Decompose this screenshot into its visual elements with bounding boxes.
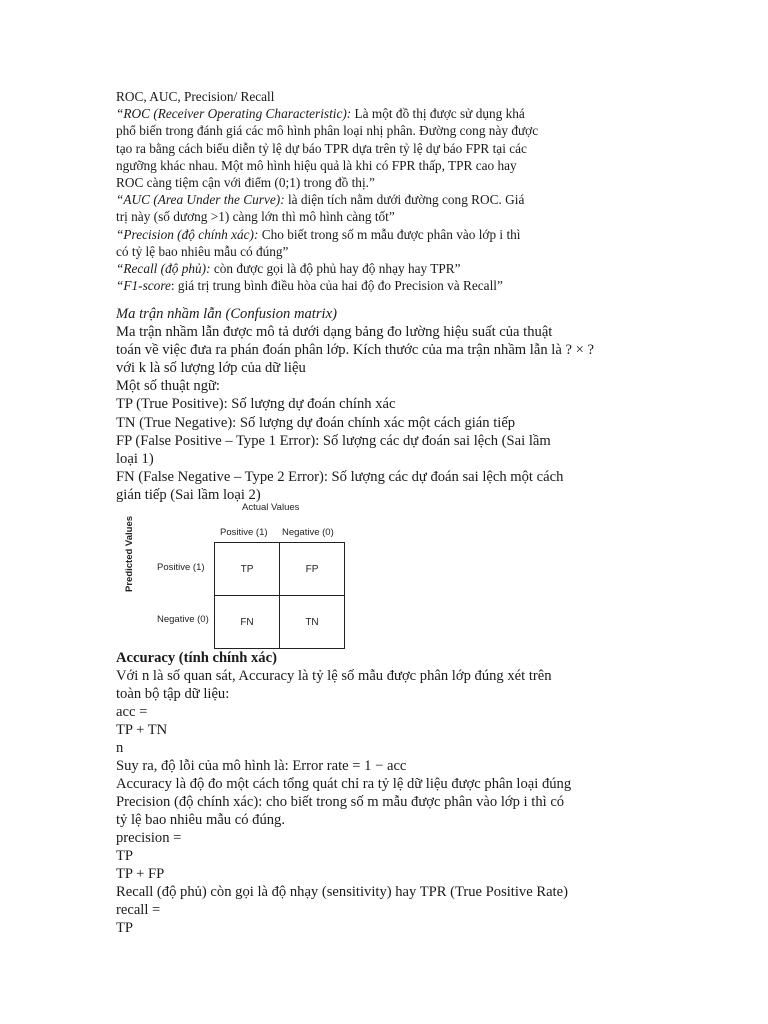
row-header-negative: Negative (0): [157, 614, 209, 625]
auc-term: “AUC (Area Under the Curve):: [116, 192, 285, 208]
predicted-values-label: Predicted Values: [124, 515, 135, 592]
cell-tp: TP: [215, 543, 280, 596]
col-header-positive: Positive (1): [220, 527, 268, 538]
text-line: FP (False Positive – Type 1 Error): Số lượng các dự đoán sai lệch (Sai lầm: [116, 432, 551, 449]
recall-term: “Recall (độ phủ):: [116, 261, 211, 277]
text-line: toán về việc đưa ra phán đoán phân lớp. Kích thước của ma trận nhầm lẫn là ? × ?: [116, 342, 594, 359]
formula-line: TP: [116, 920, 134, 936]
text-line: trị này (số dương >1) càng lớn thì mô hình càng tốt”: [116, 209, 395, 225]
cell-tn: TN: [280, 596, 345, 649]
text-line: ROC càng tiệm cận với điểm (0;1) trong đồ thị.”: [116, 175, 375, 191]
text-line: TN (True Negative): Số lượng dự đoán chính xác một cách gián tiếp: [116, 414, 516, 431]
section-title: ROC, AUC, Precision/ Recall: [116, 89, 275, 104]
precision-term: “Precision (độ chính xác):: [116, 226, 259, 242]
cell-fp: FP: [280, 543, 345, 596]
text-line: với k là số lượng lớp của dữ liệu: [116, 360, 306, 377]
formula-line: acc =: [116, 704, 148, 720]
formula-line: TP: [116, 848, 134, 864]
f1-term: “F1-score: [116, 278, 171, 294]
text-line: Một số thuật ngữ:: [116, 378, 220, 395]
text-line: loại 1): [116, 450, 154, 467]
recall-definition: “Recall (độ phủ): còn được gọi là độ phủ hay độ nhạy hay TPR”: [116, 261, 461, 277]
confusion-matrix-figure: [124, 498, 348, 644]
text-line: Precision (độ chính xác): cho biết trong số m mẫu được phân vào lớp i thì có: [116, 794, 565, 810]
text-line: tỷ lệ bao nhiêu mẫu có đúng.: [116, 812, 286, 828]
precision-definition: “Precision (độ chính xác): Cho biết trong số m mẫu được phân vào lớp i thì: [116, 226, 521, 242]
cell-fn: FN: [215, 596, 280, 649]
formula-line: TP + TN: [116, 722, 168, 738]
f1-definition: “F1-score: giá trị trung bình điều hòa của hai độ đo Precision và Recall”: [116, 278, 503, 294]
text-line: FN (False Negative – Type 2 Error): Số lượng các dự đoán sai lệch một cách: [116, 468, 564, 485]
text-line: phổ biến trong đánh giá các mô hình phân loại nhị phân. Đường cong này được: [116, 123, 539, 139]
row-header-positive: Positive (1): [157, 562, 205, 573]
auc-definition: “AUC (Area Under the Curve): là diện tích nằm dưới đường cong ROC. Giá: [116, 192, 525, 208]
actual-values-label: Actual Values: [242, 502, 300, 513]
section-heading: Accuracy (tính chính xác): [116, 650, 277, 666]
text-line: TP (True Positive): Số lượng dự đoán chính xác: [116, 396, 396, 413]
text-line: tạo ra bằng cách biểu diễn tỷ lệ dự báo TPR dựa trên tỷ lệ dự báo FPR tại các: [116, 140, 527, 156]
section-heading: Ma trận nhầm lẫn (Confusion matrix): [116, 306, 337, 322]
roc-term: “ROC (Receiver Operating Characteristic):: [116, 106, 352, 122]
text-line: Suy ra, độ lỗi của mô hình là: Error rate = 1 − acc: [116, 758, 407, 774]
col-header-negative: Negative (0): [282, 527, 334, 538]
accuracy-section: [116, 649, 636, 937]
text-line: Accuracy là độ đo một cách tổng quát chỉ ra tỷ lệ dữ liệu được phân loại đúng: [116, 776, 572, 792]
formula-line: TP + FP: [116, 866, 165, 882]
text-line: ngưỡng khác nhau. Một mô hình hiệu quả là khi có FPR thấp, TPR cao hay: [116, 157, 517, 173]
text-line: gián tiếp (Sai lầm loại 2): [116, 486, 261, 503]
text-line: Với n là số quan sát, Accuracy là tỷ lệ số mẫu được phân lớp đúng xét trên: [116, 668, 552, 684]
text-line: Recall (độ phủ) còn gọi là độ nhạy (sensitivity) hay TPR (True Positive Rate): [116, 884, 568, 900]
formula-line: recall =: [116, 902, 161, 918]
text-line: toàn bộ tập dữ liệu:: [116, 686, 230, 702]
roc-auc-section: [116, 88, 636, 294]
roc-definition: “ROC (Receiver Operating Characteristic): Là một đồ thị được sử dụng khá: [116, 106, 525, 122]
matrix-grid: [214, 542, 345, 649]
text-line: có tỷ lệ bao nhiêu mẫu có đúng”: [116, 243, 289, 259]
formula-line: n: [116, 740, 124, 756]
formula-line: precision =: [116, 830, 182, 846]
confusion-matrix-section: [116, 305, 636, 504]
text-line: Ma trận nhầm lẫn được mô tả dưới dạng bảng đo lường hiệu suất của thuật: [116, 324, 553, 341]
